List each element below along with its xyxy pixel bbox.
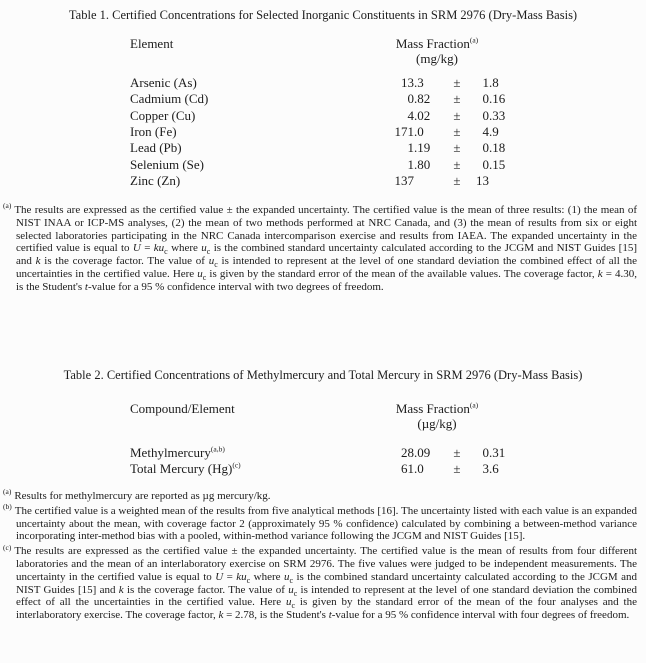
table-row bbox=[0, 108, 646, 124]
uncertainty-decimal: .33 bbox=[489, 107, 506, 123]
table-row bbox=[0, 91, 646, 107]
uncertainty-value: 0 bbox=[482, 156, 489, 172]
compound-label: Methylmercury$^{(a,b)}$ bbox=[130, 444, 225, 460]
table1-rows bbox=[0, 75, 646, 189]
table2-footnotes bbox=[3, 487, 637, 624]
uncertainty-decimal: .9 bbox=[489, 124, 499, 140]
uncertainty-value: 0 bbox=[482, 445, 489, 460]
certified-value-decimal: .82 bbox=[414, 91, 431, 107]
footnote-marker: (c) bbox=[3, 542, 12, 552]
footnote-marker: (a) bbox=[3, 201, 12, 211]
certified-value-decimal: .0 bbox=[414, 124, 424, 140]
uncertainty-decimal: .18 bbox=[489, 140, 506, 156]
uncertainty-decimal: .15 bbox=[489, 156, 506, 172]
table2-header-compound-element: Compound/Element bbox=[130, 401, 235, 416]
footnote-text: Results for methylmercury are reported as µg mercury/kg. bbox=[14, 490, 271, 502]
uncertainty-value: 0 bbox=[482, 91, 489, 107]
plus-minus: ± bbox=[453, 107, 461, 123]
table2-rows bbox=[0, 445, 646, 478]
certified-value: 61 bbox=[401, 461, 414, 477]
uncertainty-value: 0 bbox=[482, 107, 489, 123]
element-label: Lead (Pb) bbox=[130, 140, 182, 156]
plus-minus: ± bbox=[453, 75, 461, 90]
element-label: Copper (Cu) bbox=[130, 107, 196, 123]
certified-value: 13 bbox=[401, 75, 414, 90]
certified-value-decimal: .02 bbox=[414, 107, 431, 123]
table-row bbox=[0, 173, 646, 189]
plus-minus: ± bbox=[453, 173, 461, 189]
plus-minus: ± bbox=[453, 156, 461, 172]
certified-value-decimal: .80 bbox=[414, 156, 431, 172]
table1-footnotes bbox=[3, 201, 637, 296]
element-label: Selenium (Se) bbox=[130, 156, 205, 172]
table2-header-mass-fraction: Mass Fraction$^{(a)}$ bbox=[395, 400, 479, 416]
uncertainty-decimal: .8 bbox=[489, 75, 499, 90]
table1-header-mass-fraction: Mass Fraction$^{(a)}$ bbox=[395, 35, 479, 51]
uncertainty-decimal: .16 bbox=[489, 91, 506, 107]
table-row bbox=[0, 461, 646, 477]
uncertainty-value: 0 bbox=[482, 140, 489, 156]
uncertainty-value: 13 bbox=[476, 173, 489, 189]
element-label: Cadmium (Cd) bbox=[130, 91, 209, 107]
uncertainty-value: 4 bbox=[482, 124, 489, 140]
footnote-text: The certified value is a weighted mean of the results from five analytical methods [16]. The uncertainty listed with each value is an expanded uncertainty about the mean, with coverage factor 2 (approximately 95 % confidence) calculated by combining a between-method variance incorporating inter-method bias with a pooled, within-method variance following the JCGM and NIST Guides [15]. bbox=[14, 504, 637, 543]
certified-value-decimal: .0 bbox=[414, 461, 424, 477]
certified-value: 171 bbox=[394, 124, 414, 140]
element-label: Iron (Fe) bbox=[130, 124, 177, 140]
plus-minus: ± bbox=[453, 140, 461, 156]
certified-value-decimal: .09 bbox=[414, 445, 431, 460]
table1-title: Table 1. Certified Concentrations for Selected Inorganic Constituents in SRM 2976 (Dry-Mass Basis) bbox=[68, 8, 578, 22]
table-row bbox=[0, 445, 646, 461]
table2-title: Table 2. Certified Concentrations of Methylmercury and Total Mercury in SRM 2976 (Dry-Mass Basis) bbox=[63, 368, 583, 382]
footnote-b bbox=[3, 502, 637, 543]
uncertainty-decimal: .31 bbox=[489, 445, 506, 460]
uncertainty-decimal: .6 bbox=[489, 461, 499, 477]
certified-value-decimal: .19 bbox=[414, 140, 431, 156]
footnote-marker: (a) bbox=[3, 487, 12, 497]
certified-value: 1 bbox=[407, 140, 414, 156]
plus-minus: ± bbox=[453, 124, 461, 140]
footnote-text: The results are expressed as the certified value ± the expanded uncertainty. The certified value is the mean of results from four different laboratories and the mean of an interlaboratory exercise on SRM 2976. The five values were judged to be independent measurements. The uncertainty in the certified value is equal to $U = ku_c$ where $u_c$ is the combined standard uncertainty calculated according to the JCGM and NIST Guides [15] and k is the coverage factor. The value of $u_c$ is intended to represent at the level of one standard deviation the combined effect of all the uncertainties in the certified value. Here $u_c$ is given by the standard error of the mean of the four analyses and the interlaboratory exercise. The coverage factor, k = 2.78, is the Student's t-value for a 95 % confidence interval with four degrees of freedom. bbox=[14, 545, 637, 622]
table-row bbox=[0, 140, 646, 156]
footnote-a bbox=[3, 201, 637, 294]
certified-value: 4 bbox=[407, 107, 414, 123]
table1-header-element: Element bbox=[130, 36, 174, 51]
certified-value: 0 bbox=[407, 91, 414, 107]
plus-minus: ± bbox=[453, 461, 461, 477]
table-row bbox=[0, 124, 646, 140]
table-row bbox=[0, 157, 646, 173]
footnote-marker: (b) bbox=[3, 502, 12, 512]
footnote-text: The results are expressed as the certified value ± the expanded uncertainty. The certified value is the mean of three results: (1) the mean of NIST INAA or ICP-MS analyses, (2) the mean of two methods performed at NRC Canada, and (3) the mean of results from six or eight selected laboratories participating in the NRC Canada intercomparison exercise and results from IAEA. The expanded uncertainty in the certified value is equal to $U = ku_c$ where $u_c$ is the combined standard uncertainty calculated according to the JCGM and NIST Guides [15] and k is the coverage factor. The value of $u_c$ is intended to represent at the level of one standard deviation the combined effect of all the uncertainties in the certified value. Here $u_c$ is given by the standard error of the mean of the available values. The coverage factor, k = 4.30, is the Student's t-value for a 95 % confidence interval with two degrees of freedom. bbox=[14, 204, 637, 293]
table2-header-units: (µg/kg) bbox=[417, 416, 457, 431]
element-label: Zinc (Zn) bbox=[130, 173, 181, 189]
uncertainty-value: 3 bbox=[482, 461, 489, 477]
uncertainty-value: 1 bbox=[482, 75, 489, 90]
plus-minus: ± bbox=[453, 445, 461, 460]
element-label: Arsenic (As) bbox=[130, 75, 197, 90]
certified-value: 1 bbox=[407, 156, 414, 172]
certified-value: 137 bbox=[394, 173, 414, 189]
table1-header-units: (mg/kg) bbox=[416, 51, 458, 66]
footnote-c bbox=[3, 542, 637, 622]
footnote-a bbox=[3, 487, 637, 503]
plus-minus: ± bbox=[453, 91, 461, 107]
certified-value: 28 bbox=[401, 445, 414, 460]
compound-label: Total Mercury $(Hg)^{(c)}$ bbox=[130, 461, 241, 477]
table-row bbox=[0, 75, 646, 91]
certified-value-decimal: .3 bbox=[414, 75, 424, 90]
